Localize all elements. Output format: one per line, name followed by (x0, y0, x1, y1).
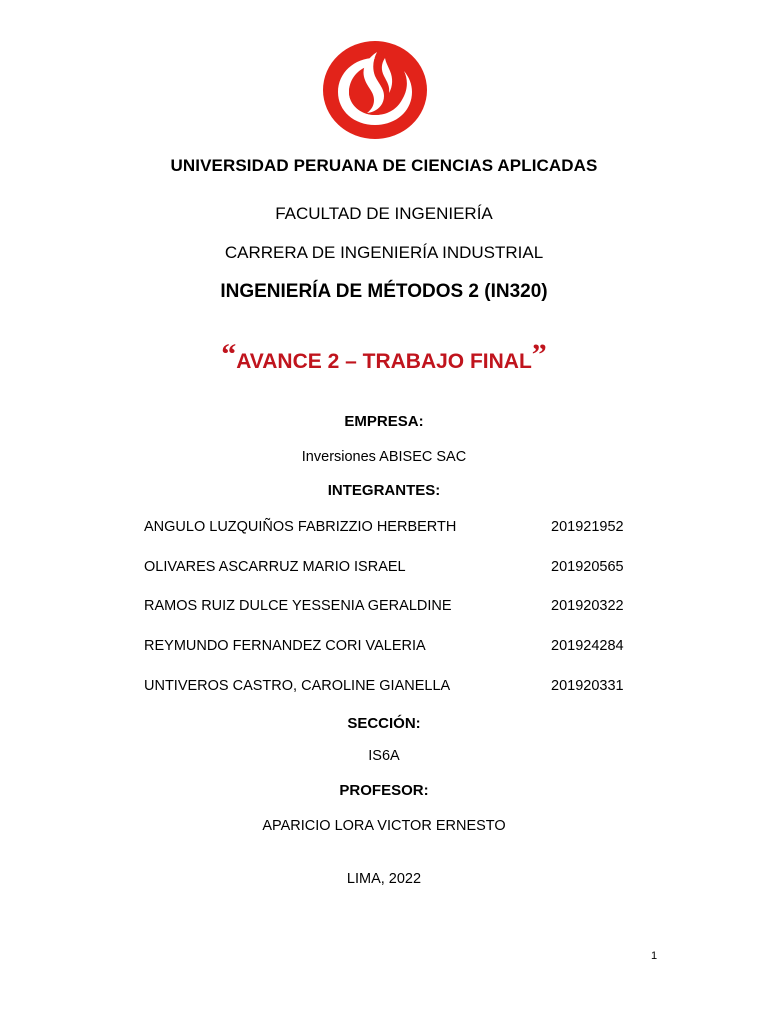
course-name: INGENIERÍA DE MÉTODOS 2 (IN320) (220, 281, 548, 302)
member-name: OLIVARES ASCARRUZ MARIO ISRAEL (144, 558, 406, 575)
member-code: 201920322 (551, 598, 624, 615)
members-label: INTEGRANTES: (327, 482, 441, 499)
member-code: 201920565 (551, 558, 624, 575)
member-name: UNTIVEROS CASTRO, CAROLINE GIANELLA (144, 677, 451, 694)
section-label: SECCIÓN: (347, 715, 421, 732)
list-item (144, 678, 644, 718)
list-item (144, 559, 644, 599)
professor-label: PROFESOR: (339, 782, 429, 799)
list-item (144, 519, 644, 559)
member-code: 201920331 (551, 677, 624, 694)
company-label: EMPRESA: (344, 413, 424, 430)
member-name: RAMOS RUIZ DULCE YESSENIA GERALDINE (144, 598, 452, 615)
section-value: IS6A (368, 748, 400, 764)
member-name: ANGULO LUZQUIÑOS FABRIZZIO HERBERTH (144, 519, 457, 535)
professor-value: APARICIO LORA VICTOR ERNESTO (262, 818, 506, 834)
member-code: 201921952 (551, 519, 624, 535)
title-text: AVANCE 2 – TRABAJO FINAL (236, 350, 532, 373)
place-date: LIMA, 2022 (346, 871, 422, 887)
faculty-name: FACULTAD DE INGENIERÍA (275, 204, 493, 223)
open-quote: “ (221, 338, 237, 371)
career-name: CARRERA DE INGENIERÍA INDUSTRIAL (224, 243, 544, 262)
list-item (144, 638, 644, 678)
page-number: 1 (651, 950, 658, 962)
company-value: Inversiones ABISEC SAC (301, 449, 467, 465)
document-title (0, 338, 768, 374)
member-code: 201924284 (551, 638, 624, 655)
list-item (144, 598, 644, 638)
close-quote: ” (531, 338, 547, 371)
university-name: UNIVERSIDAD PERUANA DE CIENCIAS APLICADAS (170, 156, 598, 175)
member-name: REYMUNDO FERNANDEZ CORI VALERIA (144, 638, 426, 655)
upc-logo-icon (321, 40, 429, 140)
members-list (144, 519, 644, 717)
